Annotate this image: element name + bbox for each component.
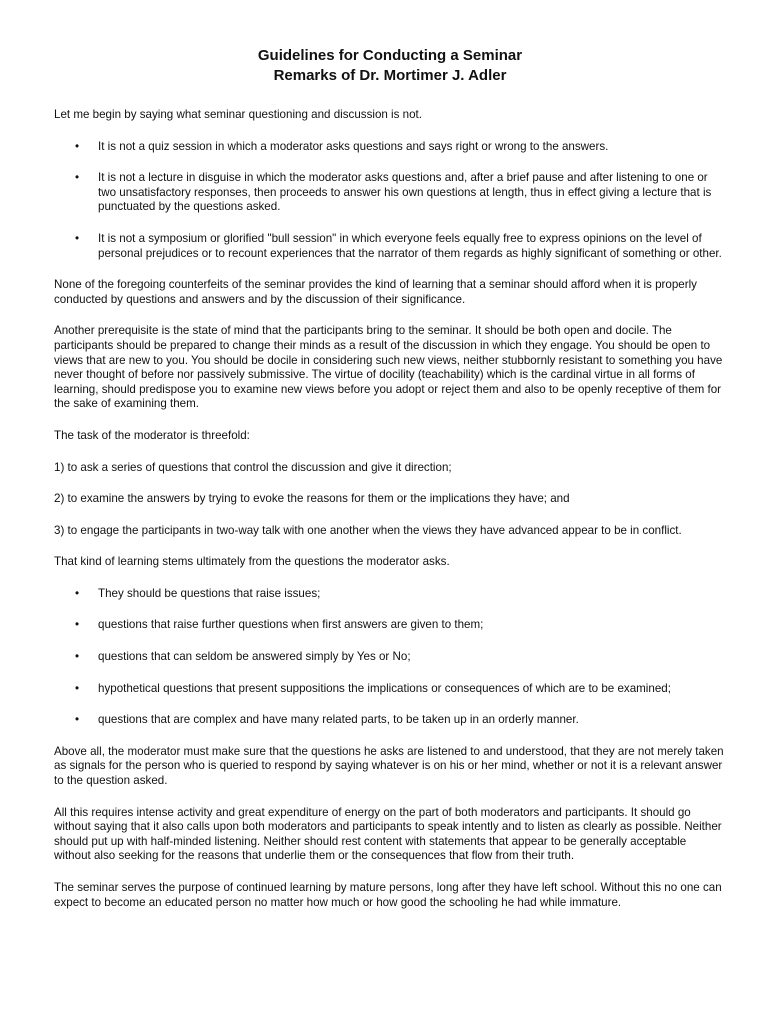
list-item-text: They should be questions that raise issues;: [98, 586, 321, 600]
counterfeits-paragraph: None of the foregoing counterfeits of the seminar provides the kind of learning that a seminar should afford when it is properly conducted by questions and answers and by the discussion of their significance.: [54, 278, 697, 306]
intro-paragraph: Let me begin by saying what seminar questioning and discussion is not.: [54, 108, 422, 121]
bullet-icon: •: [75, 650, 80, 664]
purpose-paragraph: The seminar serves the purpose of continued learning by mature persons, long after they have left school. Without this no one can expect to become an educated person no matter how much or how good the schooling he had while immature.: [54, 881, 722, 909]
list-item: [54, 587, 726, 602]
not-list: [54, 140, 726, 262]
bullet-icon: •: [75, 139, 80, 153]
list-item: [54, 713, 726, 728]
learning-paragraph: That kind of learning stems ultimately from the questions the moderator asks.: [54, 555, 450, 569]
list-item: [54, 171, 726, 215]
requires-paragraph: All this requires intense activity and great expenditure of energy on the part of both moderators and participants. It should go without saying that it also calls upon both moderators and participants to speak intently and to listen as clearly as possible. Neither should put up with half-minded listening. Neither should rest content with statements that appear to be generally acceptable without also seeking for the reasons that underlie them or the consequences that flow from their truth.: [54, 805, 722, 863]
bullet-icon: •: [75, 586, 80, 600]
bullet-icon: •: [75, 231, 80, 245]
task-item-1: 1) to ask a series of questions that control the discussion and give it direction;: [54, 460, 452, 474]
list-item: [54, 618, 726, 633]
bullet-icon: •: [75, 681, 80, 695]
task-item-3: 3) to engage the participants in two-way talk with one another when the views they have advanced appear to be in conflict.: [54, 523, 682, 537]
title-line-1: Guidelines for Conducting a Seminar: [257, 47, 523, 64]
document-title: [54, 46, 726, 86]
above-all-paragraph: Above all, the moderator must make sure that the questions he asks are listened to and understood, that they are not merely taken as signals for the person who is queried to respond by saying whatever is on his or her mind, whether or not it is a relevant answer to the question asked.: [54, 744, 724, 788]
bullet-icon: •: [75, 618, 80, 632]
list-item-text: It is not a lecture in disguise in which the moderator asks questions and, after a brief pause and after listening to one or two unsatisfactory responses, then proceeds to answer his own questions at length, thus in effect giving a lecture that is punctuated by the questions asked.: [98, 171, 712, 214]
list-item-text: questions that raise further questions when first answers are given to them;: [98, 618, 484, 632]
list-item: [54, 682, 726, 697]
list-item: [54, 232, 726, 261]
document-page: [54, 46, 726, 927]
list-item: [54, 650, 726, 665]
bullet-icon: •: [75, 171, 80, 185]
title-line-2: Remarks of Dr. Mortimer J. Adler: [273, 67, 507, 84]
list-item-text: It is not a quiz session in which a moderator asks questions and says right or wrong to the answers.: [98, 139, 609, 153]
list-item: [54, 140, 726, 155]
task-item-2: 2) to examine the answers by trying to evoke the reasons for them or the implications they have; and: [54, 492, 570, 506]
list-item-text: questions that can seldom be answered simply by Yes or No;: [98, 650, 411, 664]
prerequisite-paragraph: Another prerequisite is the state of mind that the participants bring to the seminar. It should be both open and docile. The participants should be prepared to change their minds as a result of the discussion in which they engage. You should be open to views that are new to you. You should be docile in considering such new views, neither stubbornly resistant to something you have never thought of before nor passively submissive. The virtue of docility (teachability) which is the cardinal virtue in all forms of learning, should predispose you to examine new views before you adopt or reject them and also to be openly receptive of them for the sake of examining them.: [54, 324, 723, 411]
list-item-text: hypothetical questions that present suppositions the implications or consequences of which are to be examined;: [98, 681, 671, 695]
list-item-text: questions that are complex and have many related parts, to be taken up in an orderly manner.: [98, 713, 579, 727]
list-item-text: It is not a symposium or glorified "bull session" in which everyone feels equally free to express opinions on the level of personal prejudices or to recount experiences that the narrator of them regards as highly significant of something or other.: [98, 231, 722, 260]
question-list: [54, 587, 726, 728]
bullet-icon: •: [75, 713, 80, 727]
task-paragraph: The task of the moderator is threefold:: [54, 428, 250, 442]
